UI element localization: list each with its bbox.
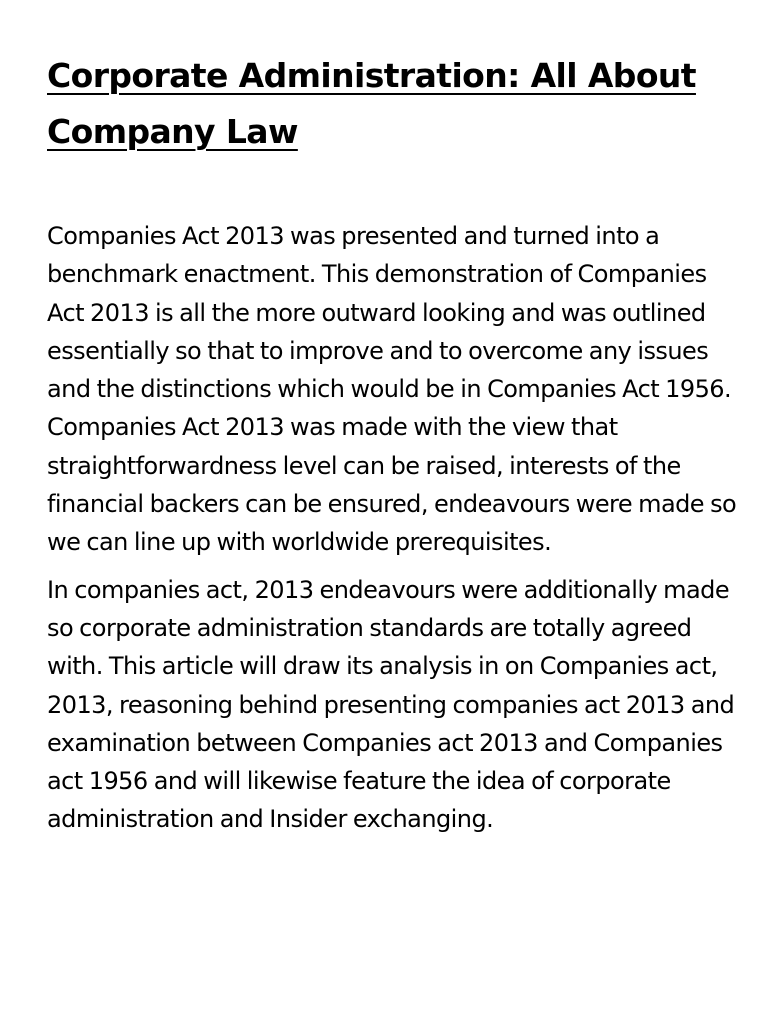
document-title-text: Corporate Administration: All About Company Law (47, 56, 696, 151)
paragraph-1: Companies Act 2013 was presented and turned into a benchmark enactment. This demonstration of Companies Act 2013 is all the more outward looking and was outlined essentially so that to improve and to overcome any issues and the distinctions which would be in Companies Act 1956. Companies Act 2013 was made with the view that straightforwardness level can be raised, interests of the financial backers can be ensured, endeavours were made so we can line up with worldwide prerequisites. (47, 222, 737, 557)
document-title (47, 48, 727, 160)
paragraph-2: In companies act, 2013 endeavours were additionally made so corporate administration standards are totally agreed with. This article will draw its analysis in on Companies act, 2013, reasoning behind presenting companies act 2013 and examination between Companies act 2013 and Companies act 1956 and will likewise feature the idea of corporate administration and Insider exchanging. (47, 575, 735, 834)
document-body (47, 217, 737, 839)
